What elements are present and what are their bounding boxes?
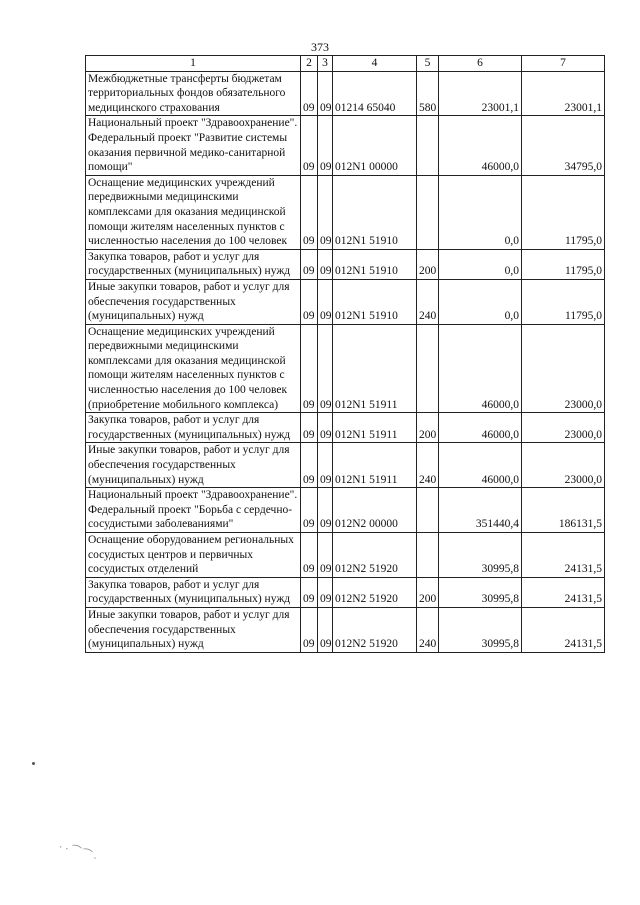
row-section: 09 — [301, 488, 318, 533]
table-row — [86, 116, 605, 175]
row-name: Национальный проект "Здравоохранение". Федеральный проект "Развитие системы оказания первичной медико-санитарной помощи" — [86, 116, 301, 175]
row-amount-6: 30995,8 — [439, 577, 522, 607]
row-expense-type: 200 — [417, 413, 439, 443]
row-amount-6: 46000,0 — [439, 116, 522, 175]
row-amount-7: 24131,5 — [522, 577, 605, 607]
table-row — [86, 443, 605, 488]
row-amount-7: 23000,0 — [522, 324, 605, 413]
row-amount-7: 11795,0 — [522, 175, 605, 249]
row-target-article: 012N1 51910 — [333, 249, 417, 279]
row-target-article: 012N1 51910 — [333, 279, 417, 324]
row-target-article: 012N2 51920 — [333, 577, 417, 607]
row-amount-6: 351440,4 — [439, 488, 522, 533]
row-name: Закупка товаров, работ и услуг для государственных (муниципальных) нужд — [86, 413, 301, 443]
table-row — [86, 488, 605, 533]
row-target-article: 012N1 51911 — [333, 324, 417, 413]
table-row — [86, 249, 605, 279]
row-section: 09 — [301, 533, 318, 578]
row-amount-6: 46000,0 — [439, 324, 522, 413]
row-section: 09 — [301, 443, 318, 488]
row-expense-type — [417, 533, 439, 578]
table-row — [86, 607, 605, 652]
row-amount-7: 11795,0 — [522, 279, 605, 324]
scan-speck — [32, 762, 35, 765]
row-amount-7: 24131,5 — [522, 533, 605, 578]
row-target-article: 012N1 51911 — [333, 443, 417, 488]
row-target-article: 012N1 51910 — [333, 175, 417, 249]
row-expense-type: 240 — [417, 607, 439, 652]
row-expense-type — [417, 175, 439, 249]
row-expense-type: 240 — [417, 279, 439, 324]
row-subsection: 09 — [318, 249, 333, 279]
col-header-type: 5 — [417, 56, 439, 72]
row-name: Иные закупки товаров, работ и услуг для обеспечения государственных (муниципальных) нужд — [86, 279, 301, 324]
row-amount-7: 23001,1 — [522, 71, 605, 116]
table-row — [86, 324, 605, 413]
table-row — [86, 413, 605, 443]
col-header-amount-7: 7 — [522, 56, 605, 72]
scan-marks: · · ⁀ ⁀ · — [56, 841, 99, 865]
row-section: 09 — [301, 71, 318, 116]
row-amount-6: 0,0 — [439, 249, 522, 279]
row-section: 09 — [301, 116, 318, 175]
row-section: 09 — [301, 175, 318, 249]
row-amount-7: 11795,0 — [522, 249, 605, 279]
row-name: Иные закупки товаров, работ и услуг для обеспечения государственных (муниципальных) нужд — [86, 607, 301, 652]
col-header-target: 4 — [333, 56, 417, 72]
table-row — [86, 71, 605, 116]
row-subsection: 09 — [318, 324, 333, 413]
row-target-article: 01214 65040 — [333, 71, 417, 116]
row-section: 09 — [301, 577, 318, 607]
row-amount-6: 0,0 — [439, 279, 522, 324]
row-name: Закупка товаров, работ и услуг для государственных (муниципальных) нужд — [86, 577, 301, 607]
budget-table — [85, 55, 605, 653]
row-expense-type — [417, 488, 439, 533]
row-name: Оснащение оборудованием региональных сосудистых центров и первичных сосудистых отделений — [86, 533, 301, 578]
table-row — [86, 279, 605, 324]
row-expense-type: 240 — [417, 443, 439, 488]
row-expense-type — [417, 116, 439, 175]
row-amount-7: 23000,0 — [522, 443, 605, 488]
row-amount-6: 30995,8 — [439, 533, 522, 578]
row-name: Национальный проект "Здравоохранение". Федеральный проект "Борьба с сердечно-сосудистыми заболеваниями" — [86, 488, 301, 533]
table-row — [86, 533, 605, 578]
col-header-subsection: 3 — [318, 56, 333, 72]
header-row — [86, 56, 605, 72]
row-name: Оснащение медицинских учреждений передвижными медицинскими комплексами для оказания медицинской помощи жителям населенных пунктов с численностью населения до 100 человек (приобретение мобильного комплекса) — [86, 324, 301, 413]
row-subsection: 09 — [318, 71, 333, 116]
row-amount-7: 23000,0 — [522, 413, 605, 443]
col-header-amount-6: 6 — [439, 56, 522, 72]
row-amount-6: 0,0 — [439, 175, 522, 249]
row-target-article: 012N1 00000 — [333, 116, 417, 175]
row-name: Закупка товаров, работ и услуг для государственных (муниципальных) нужд — [86, 249, 301, 279]
row-name: Оснащение медицинских учреждений передвижными медицинскими комплексами для оказания медицинской помощи жителям населенных пунктов с численностью населения до 100 человек — [86, 175, 301, 249]
col-header-name: 1 — [86, 56, 301, 72]
row-subsection: 09 — [318, 279, 333, 324]
row-amount-6: 23001,1 — [439, 71, 522, 116]
row-subsection: 09 — [318, 488, 333, 533]
row-subsection: 09 — [318, 413, 333, 443]
row-section: 09 — [301, 607, 318, 652]
row-expense-type — [417, 324, 439, 413]
row-name: Межбюджетные трансферты бюджетам территориальных фондов обязательного медицинского страхования — [86, 71, 301, 116]
row-amount-6: 46000,0 — [439, 413, 522, 443]
row-subsection: 09 — [318, 175, 333, 249]
row-subsection: 09 — [318, 533, 333, 578]
row-amount-7: 186131,5 — [522, 488, 605, 533]
row-subsection: 09 — [318, 443, 333, 488]
row-subsection: 09 — [318, 577, 333, 607]
row-target-article: 012N2 00000 — [333, 488, 417, 533]
row-subsection: 09 — [318, 116, 333, 175]
table-row — [86, 175, 605, 249]
row-name: Иные закупки товаров, работ и услуг для обеспечения государственных (муниципальных) нужд — [86, 443, 301, 488]
row-subsection: 09 — [318, 607, 333, 652]
row-amount-7: 34795,0 — [522, 116, 605, 175]
row-expense-type: 580 — [417, 71, 439, 116]
row-expense-type: 200 — [417, 249, 439, 279]
col-header-section: 2 — [301, 56, 318, 72]
table-row — [86, 577, 605, 607]
row-amount-6: 30995,8 — [439, 607, 522, 652]
row-target-article: 012N2 51920 — [333, 607, 417, 652]
row-amount-6: 46000,0 — [439, 443, 522, 488]
page-number: 373 — [311, 40, 329, 54]
row-section: 09 — [301, 413, 318, 443]
row-section: 09 — [301, 324, 318, 413]
row-section: 09 — [301, 279, 318, 324]
row-expense-type: 200 — [417, 577, 439, 607]
row-amount-7: 24131,5 — [522, 607, 605, 652]
row-target-article: 012N2 51920 — [333, 533, 417, 578]
row-section: 09 — [301, 249, 318, 279]
row-target-article: 012N1 51911 — [333, 413, 417, 443]
